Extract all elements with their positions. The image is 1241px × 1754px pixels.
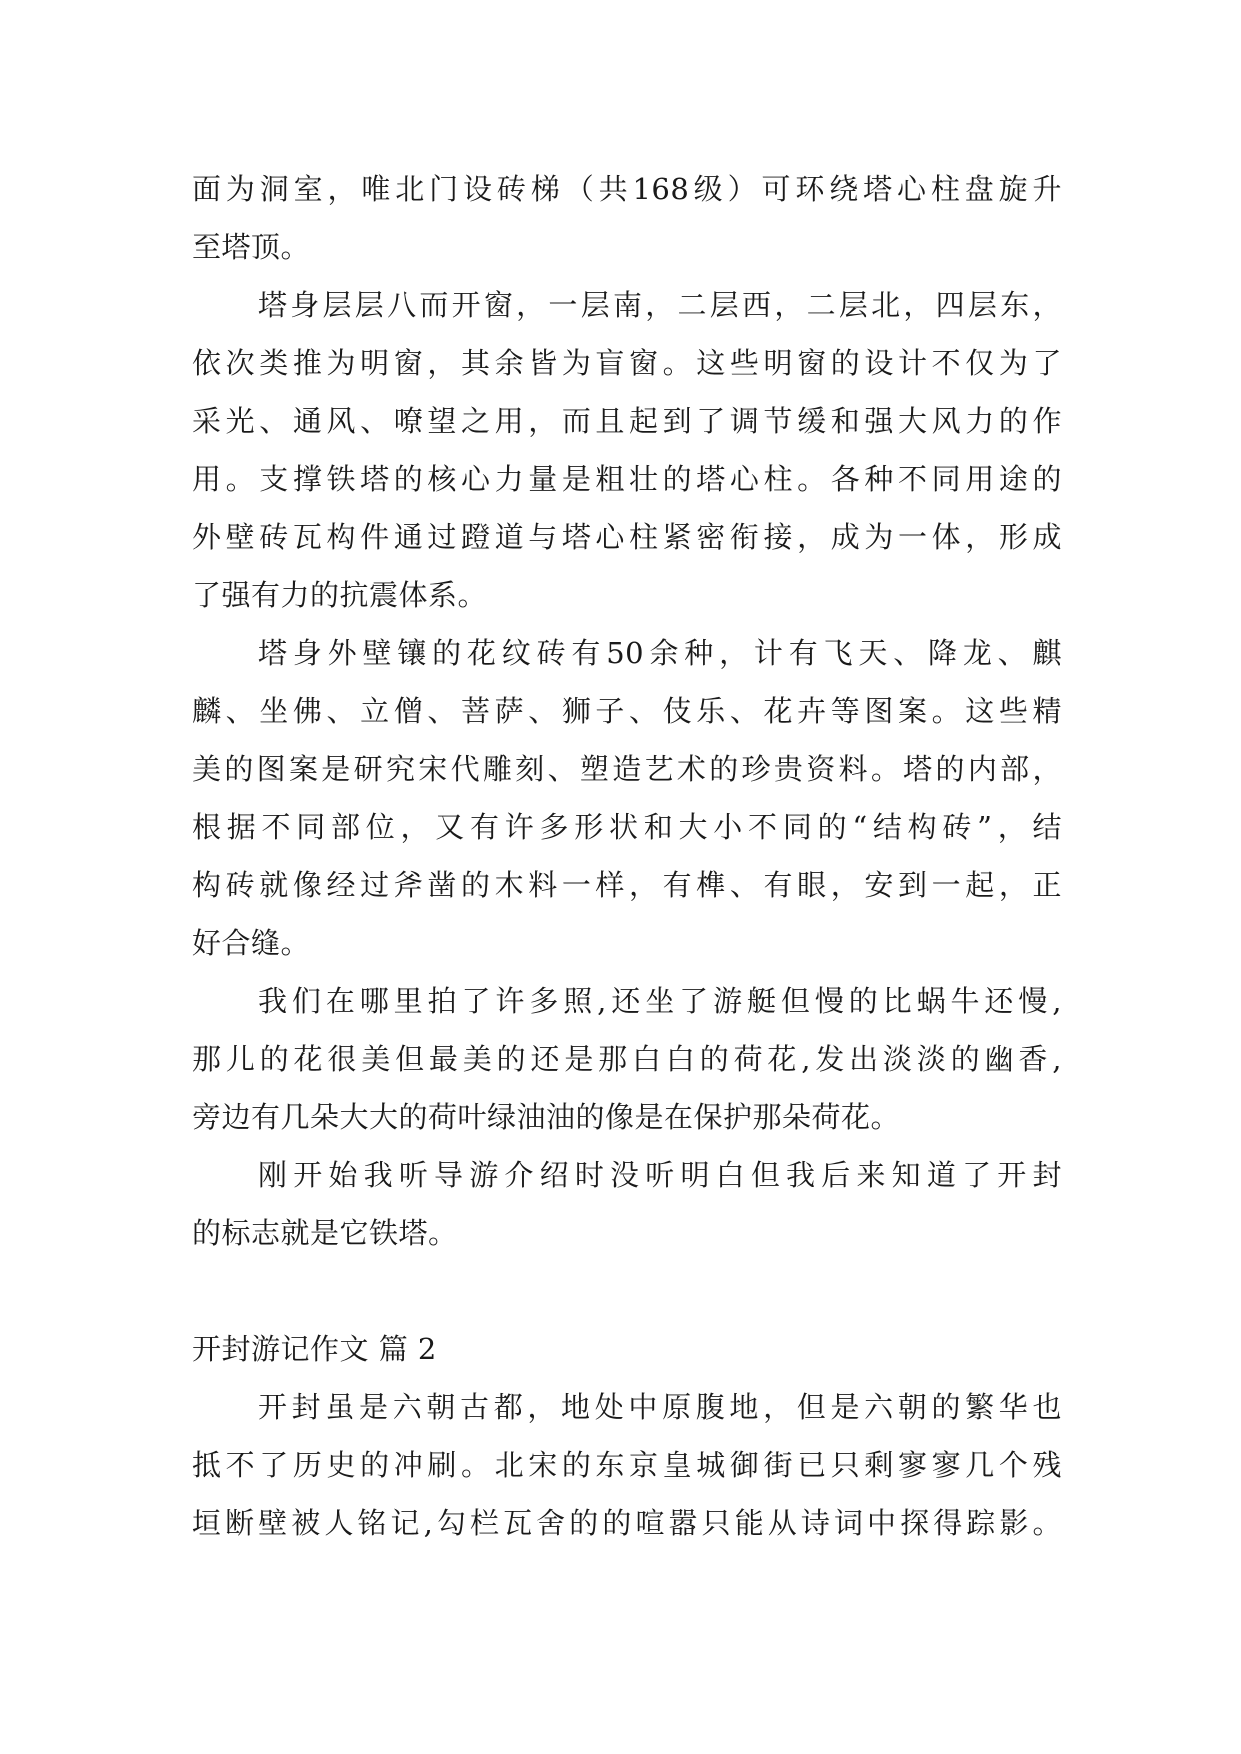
- text-line: 开封虽是六朝古都，地处中原腹地，但是六朝的繁华也: [258, 1390, 1062, 1424]
- text-line: 至塔顶。: [192, 230, 311, 264]
- document-page: [192, 160, 1062, 1552]
- text-line: 的标志就是它铁塔。: [192, 1216, 458, 1250]
- paragraph-2: [192, 276, 1062, 624]
- text-line: 抵不了历史的冲刷。北宋的东京皇城御街已只剩寥寥几个残: [192, 1448, 1062, 1482]
- paragraph-1: [192, 160, 1062, 276]
- text-line: 麟、坐佛、立僧、菩萨、狮子、伎乐、花卉等图案。这些精: [192, 694, 1062, 728]
- text-line: 那儿的花很美但最美的还是那白白的荷花,发出淡淡的幽香,: [192, 1042, 1062, 1076]
- text-line: 外壁砖瓦构件通过蹬道与塔心柱紧密衔接，成为一体，形成: [192, 520, 1062, 554]
- section-gap: [192, 1262, 1062, 1320]
- text-line: 采光、通风、嘹望之用，而且起到了调节缓和强大风力的作: [192, 404, 1062, 438]
- text-line: 旁边有几朵大大的荷叶绿油油的像是在保护那朵荷花。: [192, 1100, 901, 1134]
- text-line: 构砖就像经过斧凿的木料一样，有榫、有眼，安到一起，正: [192, 868, 1062, 902]
- text-line: 我们在哪里拍了许多照,还坐了游艇但慢的比蜗牛还慢,: [258, 984, 1062, 1018]
- text-line: 了强有力的抗震体系。: [192, 578, 488, 612]
- text-line: 用。支撑铁塔的核心力量是粗壮的塔心柱。各种不同用途的: [192, 462, 1062, 496]
- section-heading: 开封游记作文 篇 2: [192, 1332, 437, 1366]
- text-line: 美的图案是研究宋代雕刻、塑造艺术的珍贵资料。塔的内部，: [192, 752, 1062, 786]
- text-line: 依次类推为明窗，其余皆为盲窗。这些明窗的设计不仅为了: [192, 346, 1062, 380]
- paragraph-5: [192, 1146, 1062, 1262]
- section2-paragraph-1: [192, 1378, 1062, 1552]
- text-line: 面为洞室，唯北门设砖梯（共168级）可环绕塔心柱盘旋升: [192, 172, 1062, 206]
- text-line: 好合缝。: [192, 926, 311, 960]
- text-line: 塔身外壁镶的花纹砖有50余种，计有飞天、降龙、麒: [258, 636, 1062, 670]
- text-line: 刚开始我听导游介绍时没听明白但我后来知道了开封: [258, 1158, 1062, 1192]
- paragraph-3: [192, 624, 1062, 972]
- text-line: 塔身层层八而开窗，一层南，二层西，二层北，四层东，: [258, 288, 1062, 322]
- text-line: 根据不同部位，又有许多形状和大小不同的“结构砖”，结: [192, 810, 1062, 844]
- paragraph-4: [192, 972, 1062, 1146]
- text-line: 垣断壁被人铭记,勾栏瓦舍的的喧嚣只能从诗词中探得踪影。: [192, 1506, 1062, 1540]
